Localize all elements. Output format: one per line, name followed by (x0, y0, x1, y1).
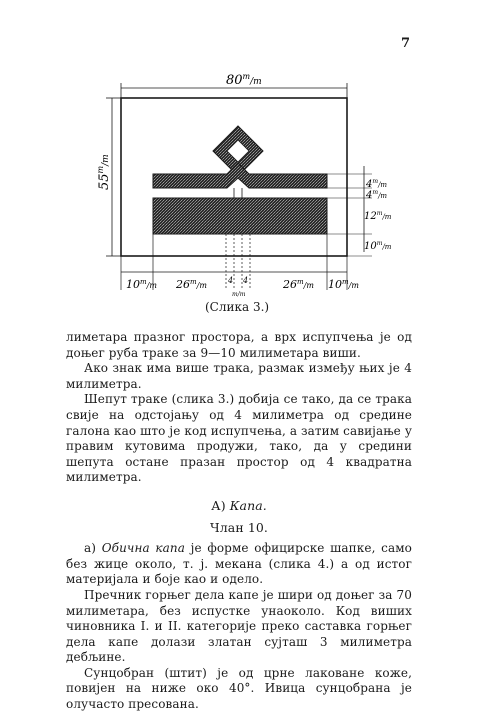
section-title: Капа. (229, 497, 267, 513)
bottom-label-6: $10^m_{/m}$ (328, 278, 359, 291)
right-label-2: $4^m_{/m}$ (366, 189, 388, 201)
figure-caption: (Слика 3.) (205, 300, 270, 314)
bottom-label-1: $10^m_{/m}$ (126, 278, 157, 291)
article-heading: Члан 10. (209, 519, 269, 535)
right-label-3: $12^m_{/m}$ (364, 210, 392, 222)
figure-3-diagram (0, 0, 480, 320)
bottom-label-3: 4 (228, 276, 234, 285)
lower-band (153, 198, 327, 234)
bottom-label-5: $26^m_{/m}$ (283, 278, 314, 291)
right-label-4: $10^m_{/m}$ (364, 240, 392, 252)
paragraph-1: лиметара празног простора, а врх испупчења је од доњег руба траке за 9—10 милиметара виши. (66, 330, 412, 360)
upper-band (153, 163, 327, 188)
item-term: Обична капа (101, 541, 186, 556)
right-label-1: $4^m_{/m}$ (366, 178, 388, 190)
paragraph-5: Пречник горњег дела капе је шири од доњег за 70 милиметара, без испустке унаоколо. Код виших чиновника I. и II. категорије преко саставка горњег дела капе долази златан сујташ 3 милиметра дебљине. (66, 587, 412, 665)
paragraph-4 (66, 541, 412, 588)
item-label: а) (84, 541, 97, 556)
section-letter: А) (211, 497, 226, 513)
item-text: је форме официрске шапке, само без жице около, т. ј. мекана (слика 4.) а од истог материјала и боје као и одело. (66, 541, 412, 587)
page-number: 7 (401, 36, 411, 51)
width-label: $80^m_{/m}$ (226, 72, 262, 88)
paragraph-3: Шепут траке (слика 3.) добија се тако, да се трака свије на одстојању од 4 милиметра од средине галона као што је код испупчења, а затим савијање у правим кутовима продужи, тако, да у средини шепута остане празан простор од 4 квадратна милиметра. (66, 392, 412, 485)
paragraph-6: Сунцобран (штит) је од црне лаковане коже, повијен на ниже око 40°. Ивица сунцобрана је олучасто пресована. (66, 665, 412, 712)
body-text (66, 330, 412, 713)
svg-text:m/m: m/m (232, 291, 246, 298)
bottom-label-2: $26^m_{/m}$ (176, 278, 207, 291)
section-heading (66, 498, 412, 514)
bottom-label-4: 4 (243, 276, 249, 285)
height-label: $55^m_{/m}$ (96, 154, 112, 190)
paragraph-2: Ако знак има више трака, размак између њих је 4 милиметра. (66, 361, 412, 391)
